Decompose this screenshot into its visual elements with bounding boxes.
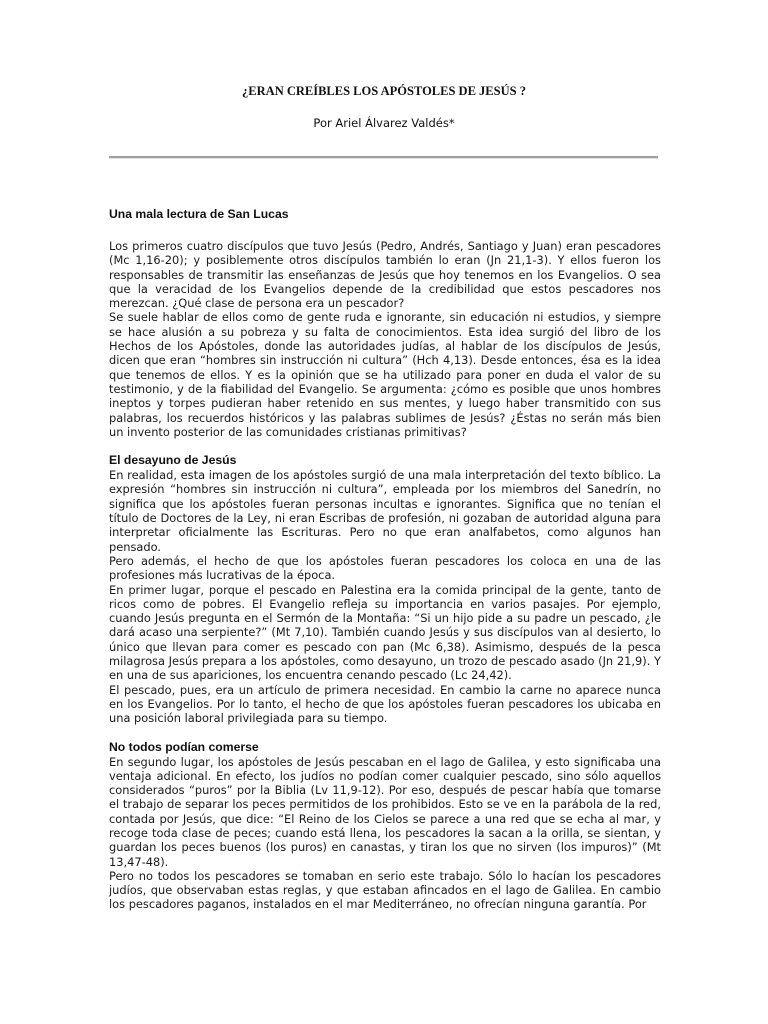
paragraph: El pescado, pues, era un artículo de primera necesidad. En cambio la carne no aparece nunca en los Evangelios. Por lo tanto, el hecho de que los apóstoles fueran pescadores los ubicaba en una posición laboral privilegiada para su tiempo.: [109, 682, 661, 726]
paragraph: En primer lugar, porque el pescado en Palestina era la comida principal de la gente, tanto de ricos como de pobres. El Evangelio refleja su importancia en varios pasajes. Por ejemplo, cuando Jesús pregunta en el Sermón de la Montaña: “Si un hijo pide a su padre un pescado, ¿le dará acaso una serpiente?” (Mt 7,10). También cuando Jesús y sus discípulos van al desierto, lo único que llevan para comer es pescado con pan (Mc 6,38). Asimismo, después de la pesca milagrosa Jesús prepara a los apóstoles, como desayuno, un trozo de pescado asado (Jn 21,9). Y en una de sus apariciones, los encuentra cenando pescado (Lc 24,42).: [109, 582, 661, 683]
section-una-mala-lectura: [109, 207, 661, 439]
section-heading: El desayuno de Jesús: [109, 453, 237, 468]
author-line: Por Ariel Álvarez Valdés*: [313, 116, 455, 130]
paragraph: En segundo lugar, los apóstoles de Jesús pescaban en el lago de Galilea, y esto significaba una ventaja adicional. En efecto, los judíos no podían comer cualquier pescado, sino sólo aquellos considerados “puros” por la Biblia (Lv 11,9-12). Por eso, después de pescar había que tomarse el trabajo de separar los peces permitidos de los prohibidos. Esto se ve en la parábola de la red, contada por Jesús, que dice: “El Reino de los Cielos se parece a una red que se echa al mar, y recoge toda clase de peces; cuando está llena, los pescadores la sacan a la orilla, se sientan, y guardan los peces buenos (los puros) en canastas, y tiran los que no sirven (los impuros)” (Mt 13,47-48).: [109, 754, 661, 869]
section-heading: Una mala lectura de San Lucas: [109, 207, 289, 221]
paragraph: En realidad, esta imagen de los apóstoles surgió de una mala interpretación del texto bíblico. La expresión “hombres sin instrucción ni cultura”, empleada por los miembros del Sanedrín, no significa que los apóstoles fueran personas incultas e ignorantes. Significa que no tenían el título de Doctores de la Ley, ni eran Escribas de profesión, ni gozaban de autoridad alguna para interpretar oficialmente las Escrituras. Pero no que eran analfabetos, como algunos han pensado.: [109, 468, 661, 554]
section-heading: No todos podían comerse: [109, 739, 259, 754]
paragraph: Los primeros cuatro discípulos que tuvo Jesús (Pedro, Andrés, Santiago y Juan) eran pescadores (Mc 1,16-20); y posiblemente otros discípulos también lo eran (Jn 21,1-3). Y ellos fueron los responsables de transmitir las enseñanzas de Jesús que hoy tenemos en los Evangelios. O sea que la veracidad de los Evangelios depende de la credibilidad que estos pescadores nos merezcan. ¿Qué clase de persona era un pescador?: [109, 239, 661, 311]
page-title: ¿ERAN CREÍBLES LOS APÓSTOLES DE JESÚS ?: [242, 84, 526, 98]
section-no-todos: [109, 740, 661, 912]
section-el-desayuno: [109, 453, 661, 725]
paragraph: Se suele hablar de ellos como de gente ruda e ignorante, sin educación ni estudios, y siempre se hace alusión a su pobreza y su falta de conocimientos. Esta idea surgió del libro de los Hechos de los Apóstoles, donde las autoridades judías, al hablar de los discípulos de Jesús, dicen que eran “hombres sin instrucción ni cultura” (Hch 4,13). Desde entonces, ésa es la idea que tenemos de ellos. Y es la opinión que se ha utilizado para poner en duda el valor de su testimonio, y de la fiabilidad del Evangelio. Se argumenta: ¿cómo es posible que unos hombres ineptos y torpes pudieran haber retenido en sus mentes, y luego haber transmitido con sus palabras, los recuerdos históricos y las palabras sublimes de Jesús? ¿Éstas no serán más bien un invento posterior de las comunidades cristianas primitivas?: [109, 310, 661, 439]
paragraph: Pero no todos los pescadores se tomaban en serio este trabajo. Sólo lo hacían los pescadores judíos, que observaban estas reglas, y que estaban afincados en el lago de Galilea. En cambio los pescadores paganos, instalados en el mar Mediterráneo, no ofrecían ninguna garantía. Por: [109, 868, 661, 912]
paragraph: Pero además, el hecho de que los apóstoles fueran pescadores los coloca en una de las profesiones más lucrativas de la época.: [109, 553, 661, 583]
article-body: [109, 207, 661, 912]
header-divider: [109, 156, 658, 159]
